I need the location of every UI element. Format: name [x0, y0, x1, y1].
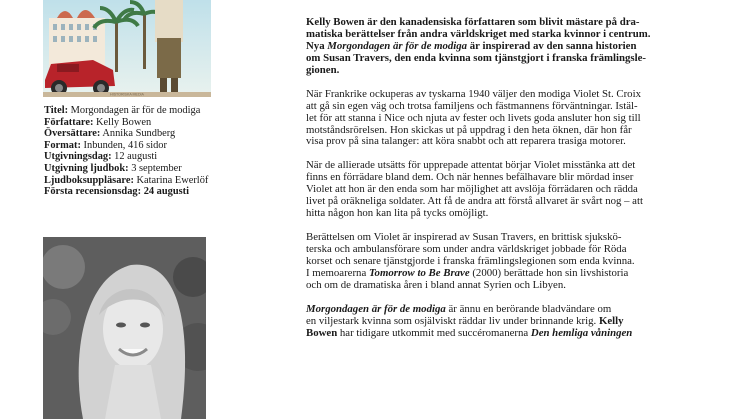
paragraph-plot: När Frankrike ockuperas av tyskarna 1940 väljer den modiga Violet St. Croix att gå sin egen väg och trotsa familjens och fästmannens förväntningar. Istäl- let för att stanna i Nice och njuta av fester och livets goda ansluter hon sig till motståndsrörelsen. Hon skickas ut på uppdrag i den heta öknen, där hon får visa prov på sina talanger: att köra snabbt och att reparera trasiga motorer. [306, 87, 641, 148]
book-metadata [44, 105, 274, 198]
meta-row-translator: Översättare: Annika Sundberg [44, 128, 176, 140]
paragraph-author: Morgondagen är för de modiga är ännu en berörande bladvändare om en viljestark kvinna som osjälviskt räddar liv under brinnande krig. Kelly Bowen har tidigare utkommit med succéromanerna Den hemliga våningen [306, 302, 633, 339]
meta-row-release-date: Utgivningsdag: 12 augusti [44, 151, 158, 163]
author-photo [43, 237, 206, 419]
paragraph-background: Berättelsen om Violet är inspirerad av Susan Travers, en brittisk sjukskö- terska och ambulansförare som under andra världskriget jobbade för Röda korset och senare tjänstgjorde i franska främlingslegionen som enda kvinna. I memoarerna Tomorrow to Be Brave (2000) berättade hon sin livshistoria och om de dramatiska åren i bland annat Syrien och Libyen. [306, 230, 635, 291]
meta-row-format: Format: Inbunden, 416 sidor [44, 139, 167, 151]
meta-row-audiobook-date: Utgivning ljudbok: 3 september [44, 162, 182, 174]
publisher-mark: HISTORISKA MEDIA [110, 92, 144, 97]
paragraph-traitor: När de allierade utsätts för upprepade attentat börjar Violet misstänka att det finns en förrädare bland dem. Och när hennes befälhavare blir mördad inser Violet att hon är den enda som har möjlighet att avslöja förrädaren och rädda livet på oräkneliga soldater. Att få de andra att förstå allvaret är svårt nog – att hitta någon hon kan lita på tycks omöjligt. [306, 159, 643, 220]
author-portrait [43, 237, 206, 419]
book-cover-illustration [43, 0, 211, 97]
meta-row-audiobook-reader: Ljudboksuppläsare: Katarina Ewerlöf [44, 174, 209, 186]
lead-paragraph: Kelly Bowen är den kanadensiska författaren som blivit mästare på dra- matiska berättelser från andra världskriget med starka kvinnor i centrum. Nya Morgondagen är för de modiga är inspirerad av den sanna historien om Susan Travers, den enda kvinna som tjänstgjort i franska främlingsle- gionen. [306, 16, 651, 76]
meta-row-author: Författare: Kelly Bowen [44, 116, 152, 128]
meta-row-review-date: Första recensionsdag: 24 augusti [44, 186, 190, 198]
press-release-text [306, 17, 726, 351]
book-cover [43, 0, 211, 97]
meta-row-title: Titel: Morgondagen är för de modiga [44, 105, 201, 116]
